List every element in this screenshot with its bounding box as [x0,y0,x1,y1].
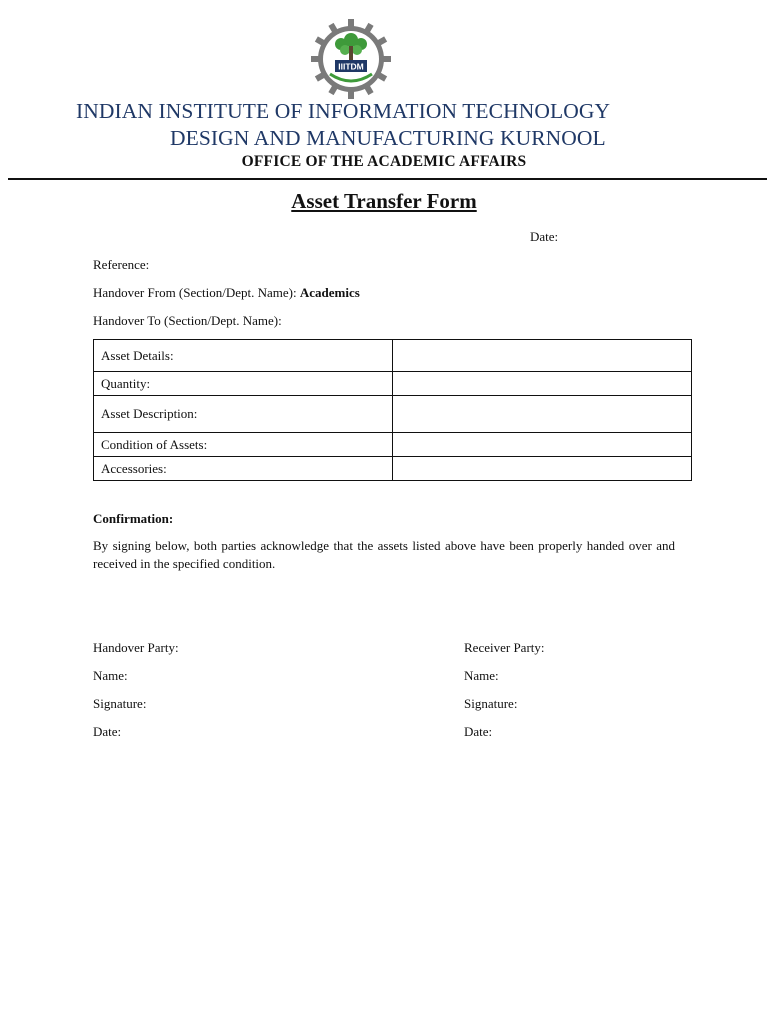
accessories-label: Accessories: [94,457,393,481]
confirmation-heading: Confirmation: [93,511,174,526]
condition-value[interactable] [393,433,692,457]
handover-party-label: Handover Party: [93,640,179,655]
receiver-signature-label: Signature: [464,696,518,711]
office-name: OFFICE OF THE ACADEMIC AFFAIRS [241,153,527,170]
handover-from-line [93,285,360,301]
quantity-label: Quantity: [94,372,393,396]
form-title: Asset Transfer Form [291,189,477,213]
handover-from-value: Academics [299,285,360,300]
table-row [94,433,692,457]
accessories-value[interactable] [393,457,692,481]
reference-label: Reference: [93,257,150,272]
confirmation-text: By signing below, both parties acknowledge that the assets listed above have been properly handed over and received in the specified condition. [93,538,675,571]
quantity-value[interactable] [393,372,692,396]
handover-name-label: Name: [93,668,128,683]
logo-text: IIITDM [338,61,364,72]
condition-label: Condition of Assets: [94,433,393,457]
asset-description-value[interactable] [393,396,692,433]
institute-name-line1: INDIAN INSTITUTE OF INFORMATION TECHNOLOGY [76,99,611,123]
receiver-date-label: Date: [464,724,493,739]
handover-date-label: Date: [93,724,122,739]
table-row [94,457,692,481]
institute-name-line2: DESIGN AND MANUFACTURING KURNOOL [170,126,606,150]
handover-from-label: Handover From (Section/Dept. Name): [93,285,297,300]
asset-details-label: Asset Details: [94,340,393,372]
handover-signature-label: Signature: [93,696,147,711]
table-row [94,372,692,396]
asset-details-value[interactable] [393,340,692,372]
asset-table [93,339,692,481]
institute-logo [310,18,392,100]
receiver-party-label: Receiver Party: [464,640,545,655]
receiver-name-label: Name: [464,668,499,683]
header-divider [8,178,767,180]
table-row [94,396,692,433]
handover-to-label: Handover To (Section/Dept. Name): [93,313,282,328]
date-label: Date: [530,229,559,244]
table-row [94,340,692,372]
asset-description-label: Asset Description: [94,396,393,433]
